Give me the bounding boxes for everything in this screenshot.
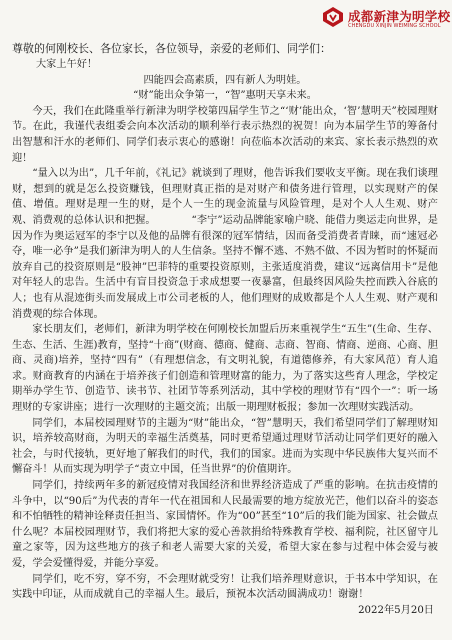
school-logo xyxy=(322,5,451,33)
paragraph-finance: “量入以为出”，几千年前，《礼记》就谈到了理财，他告诉我们要收支平衡。现在我们谈理财，想到的就是怎么投资赚钱，但理财真正指的是对财产和债务进行管理，以实现财产的保值、增值。理财是理一生的财，是个人一生的现金流量与风险管理，是对个人人生观、财产观、消费观的总体认识和把握。 “李宁”运动品牌能家喻户晓、能借力奥运走向世界，是因为作为奥运冠军的李宁以及他的品牌有很深的冠军情结，因而备受消费者青睐，而“速冠必夺，唯一必争”是我们新津为明人的人生信条。坚持不懈不逃、不熟不做、不因为暂时的怀疑而放弃自己的投资原则是“股神”巴菲特的重要投资原则，主张适度消费，建议“远离信用卡”是他对年轻人的忠告。生活中有盲目投资急于求成想要一夜暴富，但最终因风险失控而跌入谷底的人；也有从混迹街头而发展成上市公司老板的人，他们理财的成败都是个人人生观、财产观和消费观的综合体现。 xyxy=(12,168,438,320)
verse-line-1: 四能四会高素质，四有新人为明娃。 xyxy=(143,74,307,86)
salutation: 尊敬的何刚校长、各位家长，各位领导，亲爱的老师们、同学们： xyxy=(12,42,331,55)
paragraph-education: 家长朋友们，老师们，新津为明学校在何刚校长加盟后历来重视学生“五生”(生命、生存、生态、生活、生涯)教育，坚持“十商”(财商、德商、健商、志商、智商、情商、逆商、心商、胆商、灵商)培养，坚持“四有”（有理想信念，有文明礼貌，有道德修养，有大家风范）育人追求。财商教育的内涵在于培养孩子们创造和管理财富的能力，为了落实这些育人理念，学校定期举办学生节、创造节、读书节、社团节等系列活动，其中学校的理财节有“四个一”：听一场理财的专家讲座；进行一次理财的主题交流；出版一期理财板报；参加一次理财实践活动。 xyxy=(12,324,438,414)
speech-date: 2022年5月20日 xyxy=(358,604,434,616)
morning-greeting: 大家上午好！ xyxy=(36,59,98,70)
speech-body xyxy=(12,40,438,618)
paragraph-closing: 同学们，吃不穷，穿不穷，不会理财就受穷！让我们培养理财意识，于书本中学知识，在实践中印证，从而成就自己的幸福人生。最后，预祝本次活动圆满成功！谢谢！ xyxy=(12,573,438,601)
verse-line-2: “财”能出众争第一，“智”惠明天享未来。 xyxy=(133,90,317,102)
paragraph-opening: 今天，我们在此隆重举行新津为明学校第四届学生节之“‘财’能出众，‘智’慧明天”校园理财节。在此，我谨代表组委会向本次活动的顺利举行表示热烈的祝贺！向为本届学生节的筹备付出智慧和汗水的老师们、同学们表示衷心的感谢！向莅临本次活动的来宾、家长表示热烈的欢迎！ xyxy=(12,105,438,164)
school-name: 成都新津为明学校 xyxy=(348,9,451,24)
paragraph-pandemic: 同学们，持续两年多的新冠疫情对我国经济和世界经济造成了严重的影响。在抗击疫情的斗争中，以“90后”为代表的青年一代在祖国和人民最需要的地方绽放光芒，他们以奋斗的姿态和不怕牺牲的精神诠释责任担当、家国情怀。作为“00”甚至“10”后的我们能为国家、社会做点什么呢？本届校园理财节，我们将把大家的爱心善款捐给特殊教育学校、福利院，社区留守儿童之家等，因为这些地方的孩子和老人需要大家的关爱，希望大家在参与过程中体会爱与被爱，学会爱懂得爱，并能分享爱。 xyxy=(12,480,438,569)
school-emblem-icon xyxy=(322,6,344,28)
school-name-en: CHENGDU XINJIN WEIMING SCHOOL xyxy=(348,23,441,29)
header xyxy=(0,0,452,36)
paragraph-theme: 同学们，本届校园理财节的主题为“财”能出众，“智”慧明天，我们希望同学们了解理财知识，培养较高财商，为明天的幸福生活奠基，同时更希望通过理财节活动让同学们更好的融入社会，与时代接轨，更好地了解我们的时代，我们的国家。进而为实现中华民族伟大复兴而不懈奋斗！从而实现为明学子“责立中国，任当世界”的价值期许。 xyxy=(12,417,438,476)
